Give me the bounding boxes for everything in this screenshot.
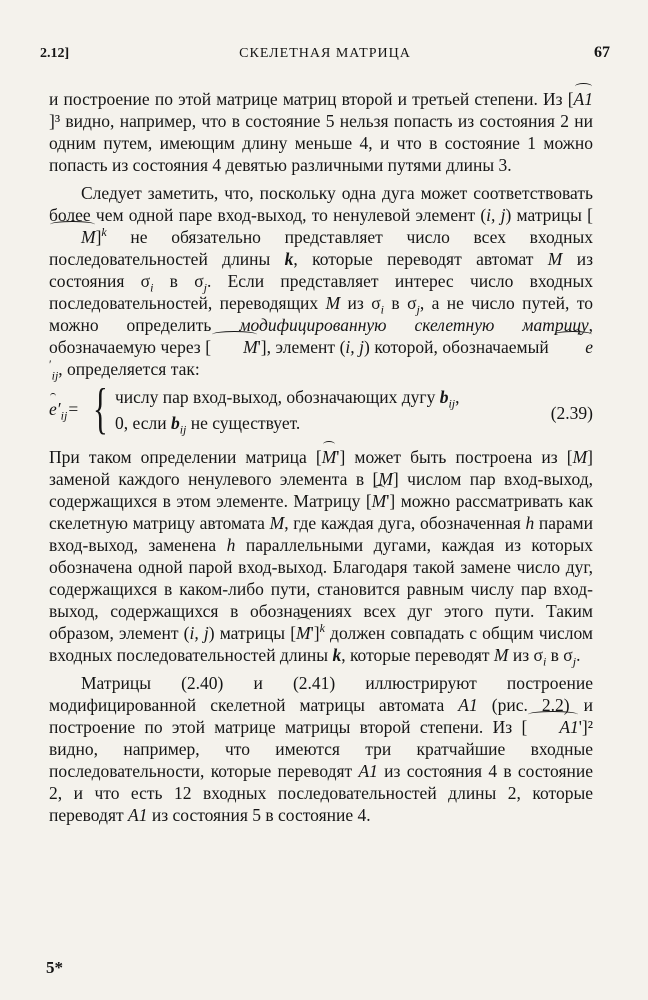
text: из состояния σ bbox=[49, 249, 593, 291]
text: из состояния 5 в состояние 4. bbox=[147, 805, 371, 825]
sub-i: i bbox=[150, 280, 154, 295]
text: ) матрицы [ bbox=[505, 205, 593, 225]
equation-number: (2.39) bbox=[550, 403, 593, 423]
sub-j: j bbox=[416, 302, 420, 317]
text: ] заменой каждого ненулевого элемента в [ bbox=[49, 447, 593, 489]
text: (рис. 2.2) и построение по этой матрице матрицы второй степени. Из [ bbox=[49, 695, 593, 737]
index-ij: i, j bbox=[189, 623, 209, 643]
var-k: k bbox=[332, 645, 342, 665]
power-k: k bbox=[319, 621, 325, 636]
sub-j: j bbox=[572, 654, 577, 669]
matrix-symbol-m: M bbox=[321, 447, 337, 467]
text: , обозначаемую через [ bbox=[49, 315, 593, 357]
emphasized-term: модифицированную скелетную матрицу bbox=[239, 315, 589, 335]
text: ) которой, обозначаемый bbox=[364, 337, 554, 357]
var-a1: A1 bbox=[358, 761, 378, 781]
var-h: h bbox=[226, 535, 236, 555]
var-m: M bbox=[572, 447, 588, 467]
matrix-symbol-a1: A1 bbox=[527, 716, 578, 738]
text: не обязательно представляет число всех входных последовательностей длины bbox=[49, 227, 593, 269]
text: ']² видно, например, что имеются три кратчайшие входные последовательности, которые переводят bbox=[49, 717, 593, 781]
sub-i: i bbox=[380, 302, 385, 317]
text: , которые переводят bbox=[341, 645, 494, 665]
text: ] bbox=[95, 227, 102, 247]
matrix-symbol-m: M bbox=[49, 226, 96, 248]
text: , определяется так: bbox=[58, 359, 200, 379]
var-h: h bbox=[525, 513, 535, 533]
text: ] числом пар вход-выход, содержащихся в этом элементе. Матрицу [ bbox=[49, 469, 594, 511]
matrix-symbol-m: M bbox=[211, 336, 258, 358]
sub-ij: ij bbox=[51, 368, 59, 383]
text: , которые переводят автомат bbox=[293, 249, 548, 269]
text: в σ bbox=[384, 293, 417, 313]
text: из состояния 4 в состояние 2, и что есть 12 входных последовательностей длины 2, которые переводят bbox=[49, 761, 593, 825]
var-m: M bbox=[325, 293, 341, 313]
text: . bbox=[576, 645, 581, 665]
equation-lhs: $e'_{ij}=$ bbox=[49, 399, 80, 423]
paragraph-2: Следует заметить, что, поскольку одна дуга может соответствовать более чем одной паре вход-выход, то ненулевой элемент (i, j) матрицы $[M]^k$ не обязательно представляет число всех входных последовательностей длины k, которые переводят автомат M из состояния $\sigma_i$ в $\sigma_j$. Если представляет интерес число входных последовательностей, переводящих M из $\sigma_i$ в $\sigma_j$, а не число путей, то можно определить модифицированную скелетную матрицу, обозначаемую через [ M'], элемент (i, j) которой, обозначаемый $e'_{ij}$, определяется так: bbox=[49, 183, 594, 383]
var-m: M bbox=[378, 469, 393, 489]
main-text bbox=[49, 88, 593, 826]
running-title: СКЕЛЕТНАЯ МАТРИЦА bbox=[239, 46, 411, 61]
equation-case-2: 0, если $b_{ij}$ не существует. bbox=[115, 413, 301, 437]
element-e-prime: e bbox=[553, 336, 593, 358]
text: должен совпадать с общим числом входных последовательностей длины bbox=[49, 623, 593, 665]
index-ij: i, j bbox=[345, 337, 365, 357]
text: '] bbox=[310, 623, 320, 643]
text: Матрицы (2.40) и (2.41) иллюстрируют построение модифицированной скелетной матрицы автомата bbox=[49, 673, 593, 715]
text: степени. Из [ bbox=[474, 89, 574, 109]
text: '] может быть построена из [ bbox=[336, 447, 573, 467]
text: '], элемент ( bbox=[257, 337, 346, 357]
paragraph-1 bbox=[49, 88, 593, 176]
text: и построение по этой матрице матриц второй и третьей bbox=[49, 89, 470, 109]
matrix-symbol-m: M bbox=[371, 491, 387, 511]
equation-2-39 bbox=[49, 378, 593, 440]
paragraph-3 bbox=[49, 446, 594, 669]
var-m: M bbox=[269, 513, 285, 533]
brace-icon: { bbox=[93, 378, 108, 440]
text: Следует заметить, что, поскольку одна дуга может соответствовать более чем одной паре вход-выход, то ненулевой элемент ( bbox=[49, 183, 593, 225]
text: При таком определении матрица [ bbox=[49, 447, 322, 467]
text: . Если представляет интерес число входных последовательностей, переводящих bbox=[49, 271, 593, 313]
text: из σ bbox=[340, 293, 381, 313]
sub-i: i bbox=[542, 654, 547, 669]
signature-mark: 5* bbox=[46, 958, 63, 977]
page-number: 67 bbox=[594, 44, 610, 61]
var-a1: A1 bbox=[128, 805, 148, 825]
sub-j: j bbox=[203, 280, 207, 295]
power-k: k bbox=[101, 225, 107, 240]
text: ) матрицы [ bbox=[208, 623, 297, 643]
text: из σ bbox=[508, 645, 543, 665]
section-number: 2.12] bbox=[40, 46, 70, 61]
index-ij: i, j bbox=[486, 205, 506, 225]
text: '] можно рассматривать как скелетную матрицу автомата bbox=[49, 491, 593, 533]
matrix-symbol-m: M bbox=[296, 623, 311, 643]
text: , где каждая дуга, обозначенная bbox=[284, 513, 526, 533]
var-k: k bbox=[284, 249, 294, 269]
paragraph-4 bbox=[49, 672, 593, 826]
text: парами вход-выход, заменена bbox=[49, 513, 593, 555]
page-header bbox=[40, 44, 610, 68]
text: ]³ видно, например, что в состояние 5 нельзя попасть из состояния 2 ни одним путем, имеющим длину меньше 4, и что в состояние 1 можно попасть из состояния 4 девятью различными путями длины 3. bbox=[49, 111, 593, 175]
matrix-symbol-a1: A1 bbox=[573, 89, 593, 109]
text: параллельными дугами, каждая из которых обозначена одной парой вход-выход. Благодаря такой замене число дуг, содержащихся в каком-либо пути, становится равным числу пар вход-выход, содержащихся в обозначениях всех дуг этого пути. Таким образом, элемент ( bbox=[49, 535, 593, 643]
text: , а не число путей, то можно определить bbox=[49, 293, 593, 335]
equation-case-1: числу пар вход-выход, обозначающих дугу $b_{ij}$, bbox=[115, 387, 460, 411]
text: в σ bbox=[546, 645, 573, 665]
text: в σ bbox=[153, 271, 204, 291]
var-a1: A1 bbox=[458, 695, 478, 715]
var-m: M bbox=[493, 645, 509, 665]
var-m: M bbox=[547, 249, 563, 269]
